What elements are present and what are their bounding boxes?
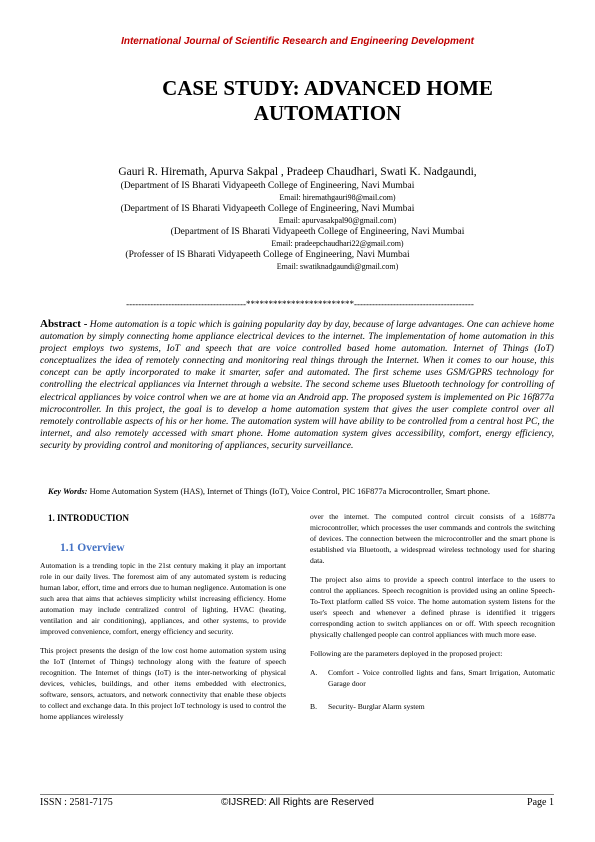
paragraph: The project also aims to provide a speech control interface to the users to control the appliances. Speech recognition is provided using an online Speech-To-Text platform called SS voice. The home automation system listens for the user's speech and whenever a defined phrase is identified it triggers corresponding action to switch appliances on or off. With speech recognition physically challenged people can control appliances with much more ease. [310, 575, 555, 639]
keywords [48, 486, 558, 497]
affiliation-2: (Department of IS Bharati Vidyapeeth College of Engineering, Navi Mumbai [120, 204, 415, 214]
footer-issn: ISSN : 2581-7175 [40, 797, 113, 808]
list-item [310, 667, 555, 689]
title-line-1: CASE STUDY: ADVANCED HOME [162, 76, 493, 100]
affiliation-4: (Professer of IS Bharati Vidyapeeth College of Engineering, Navi Mumbai [125, 250, 410, 260]
abstract [40, 318, 554, 452]
footer-rule [40, 794, 554, 795]
title-line-2: AUTOMATION [253, 101, 402, 125]
email-3: Email: pradeepchaudhari22@gmail.com) [271, 239, 404, 248]
footer-page-number: Page 1 [527, 797, 554, 808]
left-column [40, 560, 286, 730]
email-1: Email: hiremathgauri98@mail.com) [279, 193, 396, 202]
list-item-text: Security- Burglar Alarm system [328, 702, 425, 711]
abstract-text: Home automation is a topic which is gaining popularity day by day, because of large advantages. One can achieve home automation by simply connecting home appliance electrical devices to the internet. The implementation of home automation in this project employs two systems, IoT and speech that are voice controlled based home automation. Internet of Things (IoT) conceptualizes the idea of remotely connecting and monitoring real things through the Internet. When it comes to our house, this concept can be aptly incorporated to make it smarter, safer and automated. The first scheme uses GSM/GPRS technology for controlling the electrical appliances via Internet through a website. The second scheme uses Bluetooth technology for controlling of electrical appliances by voice control when we are at home via an Android app. The proposed system is implemented on Pic 16f877a microcontroller. In this project, the goal is to develop a home automation system that gives the user complete control over all remotely controllable aspects of his or her home. The automation system will have ability to be controlled from a central host PC, the internet, and also remotely accessed with smart phone. Home automation system gives accessibility, comfort, energy efficiency, security by providing control and monitoring of appliances, security surveillance. [40, 319, 554, 451]
subsection-heading: 1.1 Overview [60, 542, 125, 554]
keywords-label: Key Words: [48, 487, 88, 496]
footer-rights: ©IJSRED: All Rights are Reserved [221, 797, 374, 808]
paper-title [100, 76, 555, 126]
author-names: Gauri R. Hiremath, Apurva Sakpal , Pradeep Chaudhari, Swati K. Nadgaundi, [118, 166, 477, 178]
parameter-list [310, 667, 555, 712]
keywords-text: Home Automation System (HAS), Internet of Things (IoT), Voice Control, PIC 16F877a Microcontroller, Smart phone. [87, 487, 491, 496]
paragraph: Following are the parameters deployed in the proposed project: [310, 649, 503, 658]
affiliation-3: (Department of IS Bharati Vidyapeeth College of Engineering, Navi Mumbai [170, 227, 465, 237]
affiliation-1: (Department of IS Bharati Vidyapeeth College of Engineering, Navi Mumbai [120, 181, 415, 191]
list-item-text: Comfort - Voice controlled lights and fans, Smart Irrigation, Automatic Garage door [328, 668, 555, 688]
paragraph: Automation is a trending topic in the 21st century making it play an important role in our daily lives. The foremost aim of any automated system is reducing human labor, effort, time and errors due to human negligence. Automation is one such area that aims that achieves simplicity whilst increasing efficiency. Home automation may include centralized control of lighting, HVAC (heating, ventilation and air conditioning), appliances, and other systems, to provide improved convenience, comfort, energy efficiency and security. [40, 561, 286, 636]
list-item [310, 701, 555, 712]
paragraph: over the internet. The computed control circuit consists of a 16f877a microcontroller, which processes the user commands and controls the switching of devices. The connection between the microcontroller and the smart phone is established via Bluetooth, a widespread wireless technology used for sharing data. [310, 512, 555, 565]
email-4: Email: swatiknadgaundi@gmail.com) [276, 262, 399, 271]
author-block [0, 166, 595, 272]
paragraph: This project presents the design of the low cost home automation system using the IoT (Internet of Things) technology along with the feature of speech recognition. The Internet of things (IoT) is the inter-networking of physical devices, vehicles, buildings, and other items embedded with electronics, software, sensors, actuators, and network connectivity that enable these objects to collect and exchange data. In this project IoT technology is used to control the home appliances wirelessly [40, 646, 286, 721]
abstract-label: Abstract - [40, 318, 88, 330]
list-marker: B. [310, 702, 317, 711]
email-2: Email: apurvasakpal90@gmail.com) [278, 216, 397, 225]
right-column [310, 511, 555, 724]
journal-header: International Journal of Scientific Research and Engineering Development [121, 36, 474, 47]
list-marker: A. [310, 668, 318, 677]
section-separator: ----------------------------------------************************---------------------------------------- [126, 299, 474, 309]
section-heading: 1. INTRODUCTION [48, 513, 130, 523]
